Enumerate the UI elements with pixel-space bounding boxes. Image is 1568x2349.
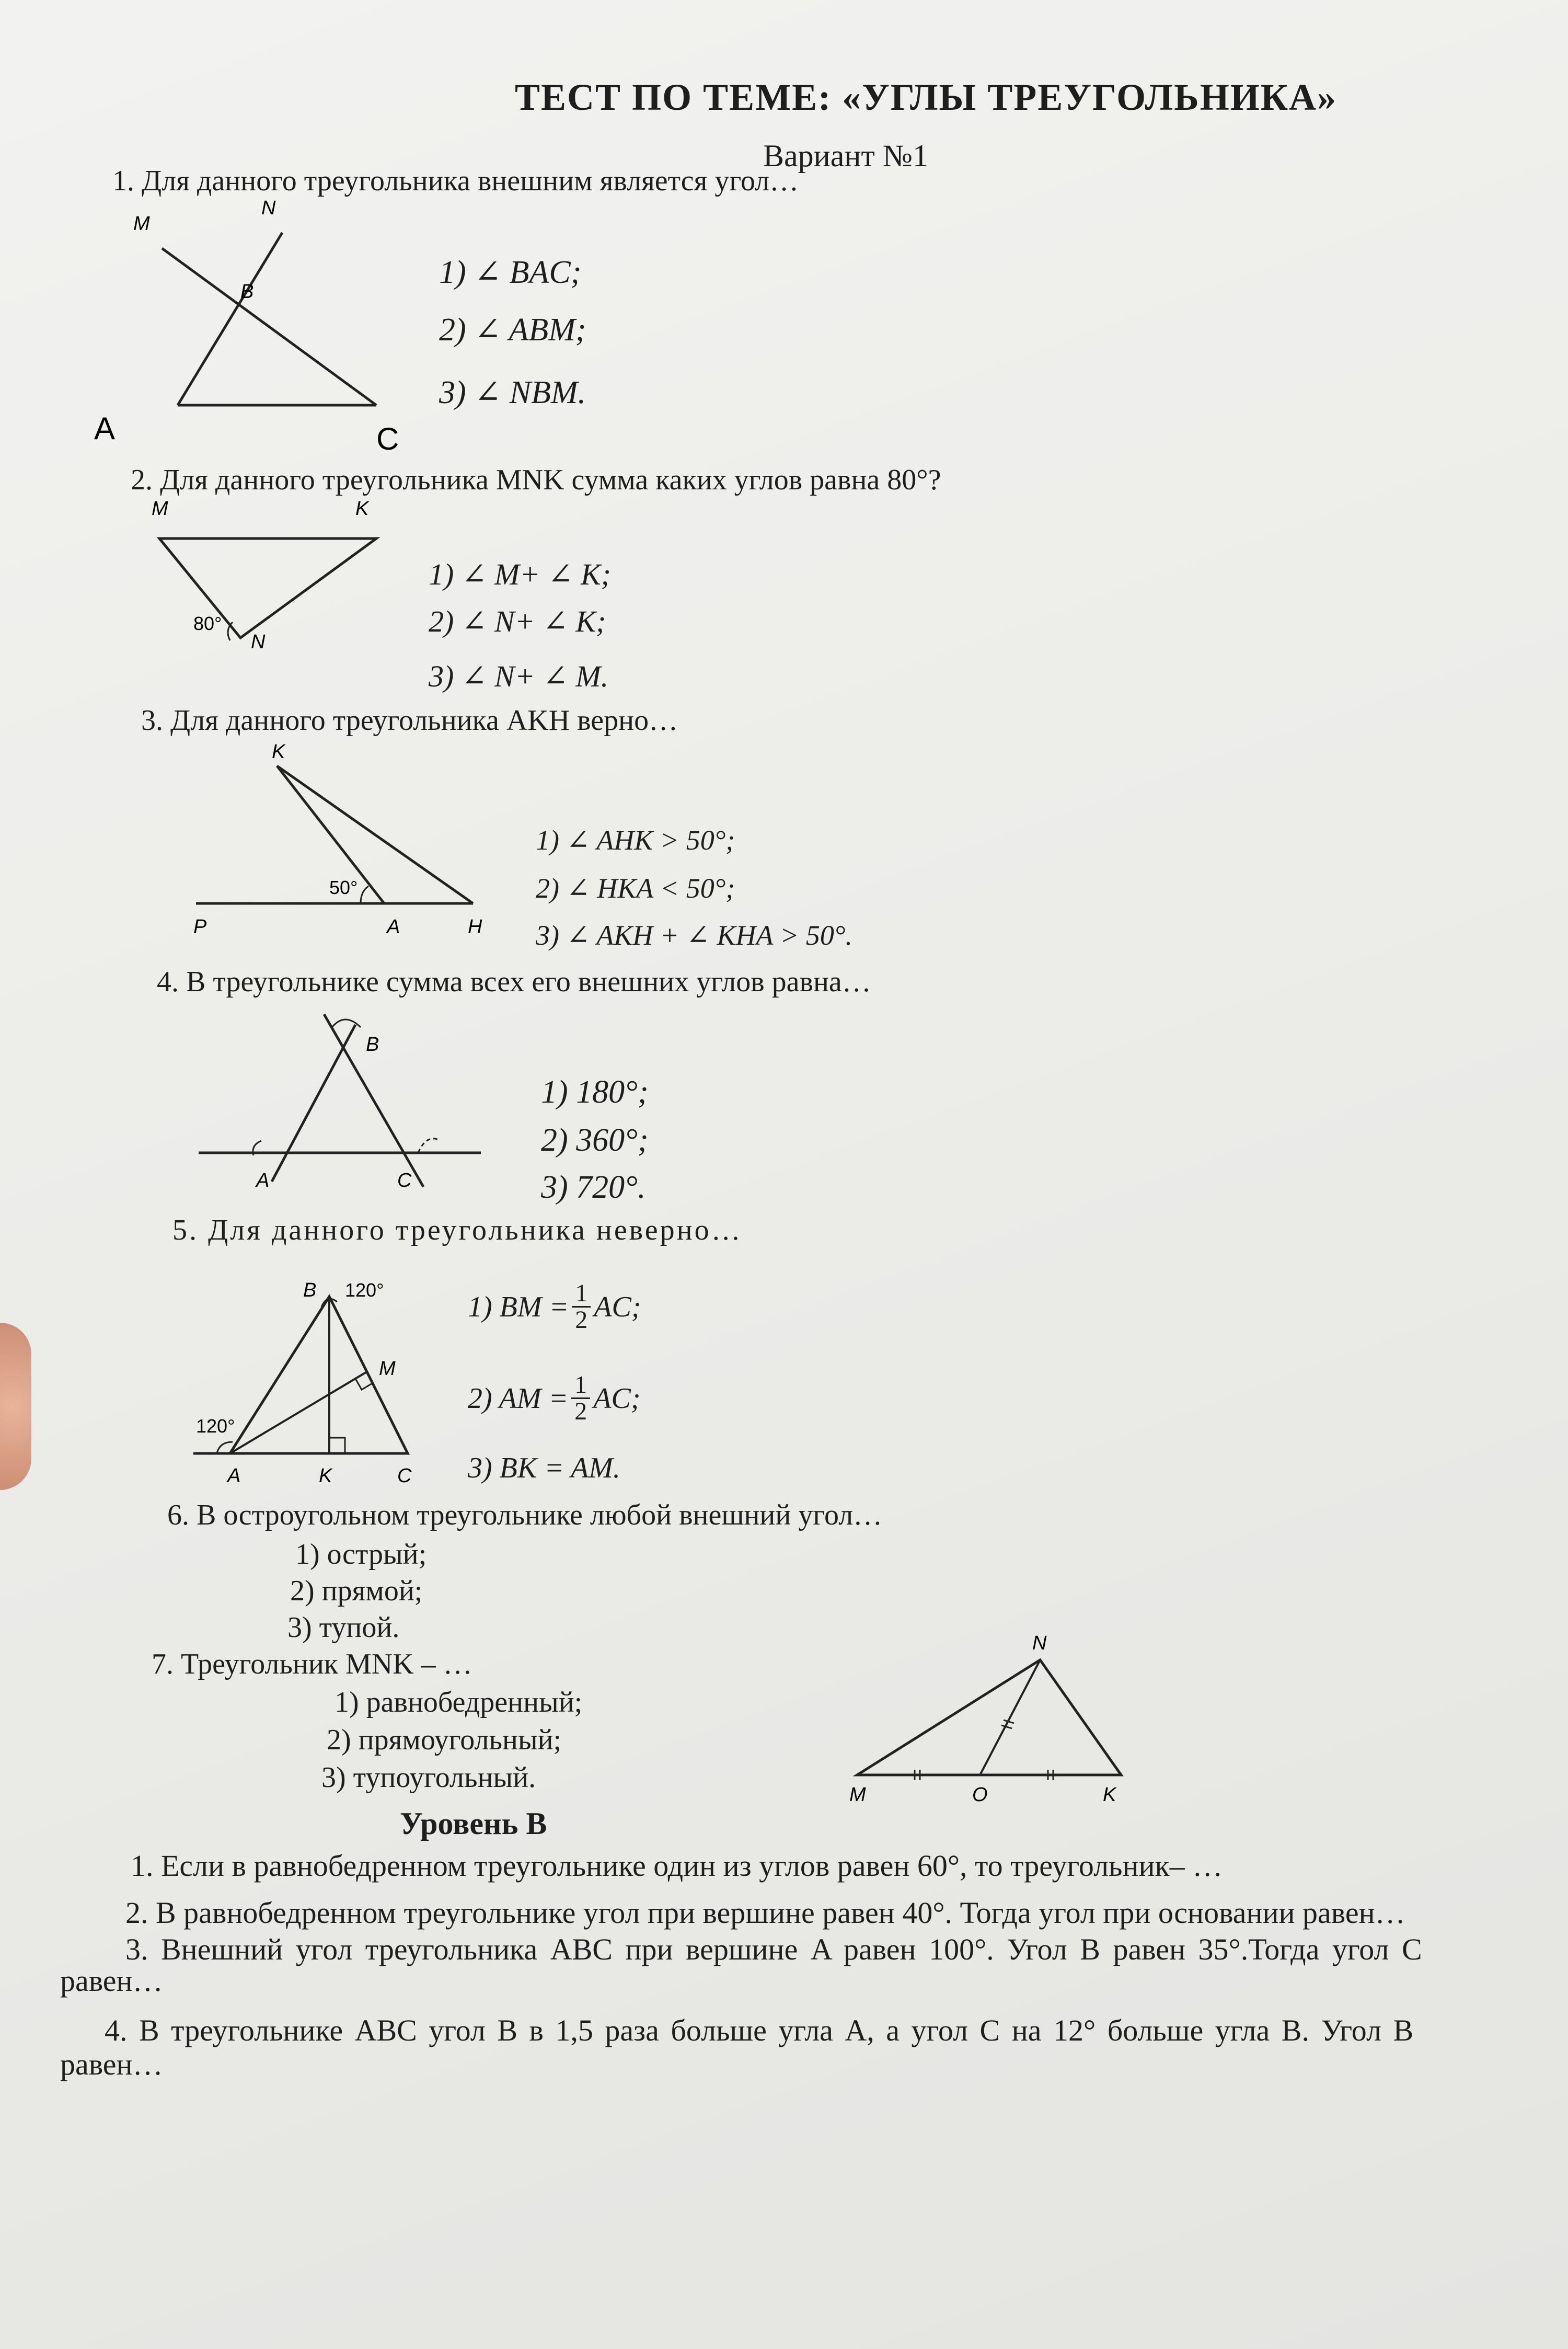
q2-label-m: M — [152, 498, 168, 520]
q4-label-b: B — [366, 1034, 379, 1056]
level-b-item-4-cont: равен… — [60, 2047, 163, 2081]
q5-text: 5. Для данного треугольника неверно… — [172, 1214, 743, 1246]
q1-text: 1. Для данного треугольника внешним является угол… — [112, 165, 799, 197]
q5-label-c: C — [397, 1465, 412, 1487]
q3-figure — [188, 737, 512, 946]
q7-option-3: 3) тупоугольный. — [321, 1761, 536, 1794]
q6-option-3: 3) тупой. — [287, 1611, 400, 1644]
q2-text: 2. Для данного треугольника MNK сумма каких углов равна 80°? — [131, 464, 941, 496]
q5-label-k: K — [319, 1465, 332, 1487]
q6-option-2: 2) прямой; — [290, 1575, 423, 1607]
q2-option-1: 1) ∠ M+ ∠ K; — [429, 557, 611, 591]
q4-option-1: 1) 180°; — [541, 1074, 649, 1110]
q3-label-angle: 50° — [329, 877, 358, 898]
q7-figure — [836, 1631, 1160, 1819]
level-b-item-1: 1. Если в равнобедренном треугольнике один из углов равен 60°, то треугольник– … — [131, 1849, 1223, 1883]
q2-label-k: K — [355, 498, 369, 520]
variant-label: Вариант №1 — [763, 139, 928, 173]
q7-option-1: 1) равнобедренный; — [335, 1686, 583, 1718]
q7-label-o: O — [972, 1784, 988, 1806]
q3-option-3: 3) ∠ AKH + ∠ KHA > 50°. — [536, 920, 852, 951]
q5-option-1-right: AC; — [594, 1290, 641, 1323]
q1-figure — [89, 199, 413, 471]
finger-shadow — [0, 1323, 31, 1490]
q1-option-1: 1) ∠ BAC; — [439, 255, 582, 290]
q1-label-a: A — [94, 411, 116, 446]
page-title: ТЕСТ ПО ТЕМЕ: «УГЛЫ ТРЕУГОЛЬНИКА» — [515, 76, 1337, 118]
q2-label-angle: 80° — [193, 613, 222, 634]
q5-figure — [188, 1276, 449, 1495]
q5-option-1-left: 1) BM = — [468, 1290, 569, 1323]
level-b-item-2: 2. В равнобедренном треугольнике угол при вершине равен 40°. Тогда угол при основании равен… — [125, 1896, 1405, 1930]
q3-label-k: K — [272, 741, 285, 763]
level-b-item-3-cont: равен… — [60, 1964, 163, 1998]
q7-label-m: M — [849, 1784, 866, 1806]
q5-option-2-den: 2 — [574, 1397, 587, 1425]
q1-label-m: M — [133, 213, 150, 235]
q5-option-1-den: 2 — [575, 1306, 588, 1334]
q7-label-k: K — [1103, 1784, 1116, 1806]
q5-option-2-num: 1 — [571, 1372, 590, 1399]
q5-label-b: B — [303, 1279, 317, 1301]
q4-text: 4. В треугольнике сумма всех его внешних углов равна… — [157, 966, 871, 998]
q6-option-1: 1) острый; — [295, 1538, 427, 1571]
q5-option-3: 3) BK = AM. — [468, 1452, 620, 1484]
q1-option-2: 2) ∠ ABM; — [439, 312, 586, 348]
q5-option-2-fraction — [571, 1372, 590, 1424]
q3-label-a: A — [387, 916, 400, 938]
q2-label-n: N — [251, 631, 266, 653]
q3-label-p: P — [193, 916, 207, 938]
q4-option-2: 2) 360°; — [541, 1122, 649, 1158]
q5-label-angle-a: 120° — [196, 1415, 235, 1437]
q1-option-3: 3) ∠ NBM. — [439, 375, 586, 410]
level-b-heading: Уровень В — [400, 1806, 547, 1841]
q2-figure — [146, 497, 397, 669]
q5-label-angle-b: 120° — [345, 1279, 384, 1301]
q3-option-1: 1) ∠ AHK > 50°; — [536, 824, 735, 856]
q1-label-c: C — [376, 421, 399, 456]
q5-option-1-num: 1 — [572, 1281, 591, 1308]
q1-label-b: B — [240, 281, 254, 303]
q3-label-h: H — [468, 916, 482, 938]
level-b-item-3: 3. Внешний угол треугольника ABC при вершине A равен 100°. Угол B равен 35°.Тогда угол C — [125, 1932, 1422, 1966]
q5-option-2 — [468, 1372, 641, 1424]
q3-option-2: 2) ∠ HKA < 50°; — [536, 873, 735, 904]
level-b-item-4: 4. В треугольнике ABC угол B в 1,5 раза больше угла A, а угол C на 12° больше угла B. Угол B — [105, 2013, 1414, 2047]
q7-text: 7. Треугольник MNK – … — [152, 1648, 472, 1680]
q5-option-1-fraction — [572, 1281, 591, 1333]
q1-label-n: N — [261, 199, 276, 219]
q5-label-a: A — [227, 1465, 241, 1487]
q5-option-2-right: AC; — [593, 1382, 641, 1415]
q3-text: 3. Для данного треугольника AKH верно… — [141, 704, 678, 737]
q6-text: 6. В остроугольном треугольнике любой внешний угол… — [167, 1499, 883, 1531]
q4-label-a: A — [256, 1170, 270, 1191]
q4-option-3: 3) 720°. — [541, 1170, 646, 1205]
q2-option-3: 3) ∠ N+ ∠ M. — [429, 659, 609, 693]
q5-option-1 — [468, 1281, 641, 1333]
q4-label-c: C — [397, 1170, 412, 1191]
q4-figure — [193, 1004, 491, 1197]
q5-option-2-left: 2) AM = — [468, 1382, 569, 1415]
q5-label-m: M — [379, 1358, 396, 1380]
q2-option-2: 2) ∠ N+ ∠ K; — [429, 604, 606, 638]
q7-label-n: N — [1032, 1632, 1047, 1654]
q7-option-2: 2) прямоугольный; — [327, 1724, 562, 1756]
